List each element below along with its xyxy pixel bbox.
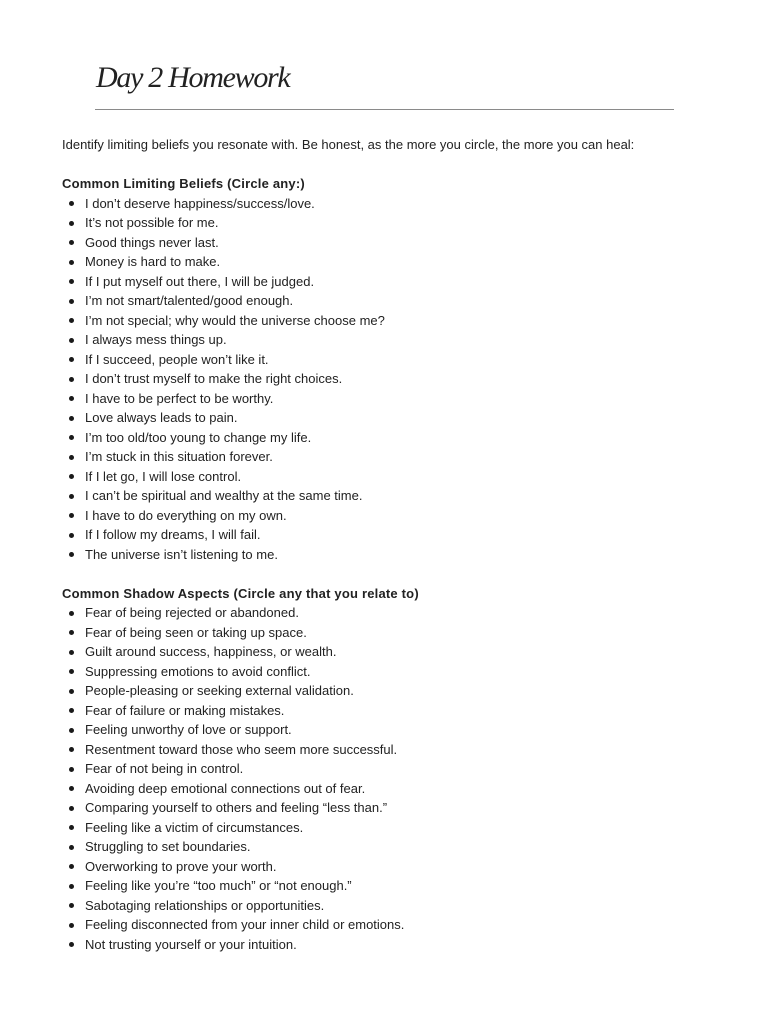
list-item — [62, 486, 742, 506]
bullet-icon — [69, 377, 74, 382]
bullet-icon — [69, 786, 74, 791]
list-item-text: Feeling like a victim of circumstances. — [85, 819, 304, 835]
list-item — [62, 701, 742, 721]
limiting-beliefs-section — [62, 174, 742, 564]
bullet-icon — [69, 669, 74, 674]
list-item-text: I can’t be spiritual and wealthy at the same time. — [85, 488, 363, 503]
list-item — [62, 837, 742, 857]
list-item-text: Overworking to prove your worth. — [85, 858, 277, 874]
bullet-icon — [69, 240, 74, 245]
bullet-icon — [69, 747, 74, 752]
bullet-icon — [69, 689, 74, 694]
list-item-text: If I succeed, people won’t like it. — [85, 351, 269, 367]
list-item-text: Fear of being seen or taking up space. — [85, 624, 307, 640]
bullet-icon — [69, 357, 74, 362]
list-item-text: It’s not possible for me. — [85, 215, 219, 230]
list-item — [62, 896, 742, 916]
bullet-icon — [69, 279, 74, 284]
list-item — [62, 428, 742, 448]
list-item-text: The universe isn’t listening to me. — [85, 546, 278, 562]
bullet-icon — [69, 201, 74, 206]
list-item — [62, 408, 742, 428]
list-item-text: Guilt around success, happiness, or wealth. — [85, 644, 337, 659]
bullet-icon — [69, 806, 74, 811]
list-item — [62, 194, 742, 214]
list-item-text: Sabotaging relationships or opportunities. — [85, 897, 325, 913]
list-item-text: Fear of being rejected or abandoned. — [85, 605, 299, 620]
bullet-icon — [69, 903, 74, 908]
bullet-icon — [69, 260, 74, 265]
list-item — [62, 681, 742, 701]
bullet-icon — [69, 435, 74, 440]
bullet-icon — [69, 416, 74, 421]
list-item — [62, 662, 742, 682]
list-item-text: Fear of not being in control. — [85, 761, 244, 776]
bullet-icon — [69, 318, 74, 323]
bullet-icon — [69, 338, 74, 343]
list-item — [62, 642, 742, 662]
list-item — [62, 272, 742, 292]
list-item — [62, 213, 742, 233]
bullet-icon — [69, 630, 74, 635]
bullet-icon — [69, 474, 74, 479]
bullet-icon — [69, 708, 74, 713]
bullet-icon — [69, 494, 74, 499]
section-heading: Common Limiting Beliefs (Circle any:) — [62, 176, 305, 191]
section-heading: Common Shadow Aspects (Circle any that you relate to) — [62, 585, 419, 601]
list-item — [62, 915, 742, 935]
bullet-icon — [69, 455, 74, 460]
bullet-icon — [69, 942, 74, 947]
list-item-text: Money is hard to make. — [85, 254, 221, 269]
list-item-text: Avoiding deep emotional connections out of fear. — [85, 780, 366, 796]
list-item — [62, 506, 742, 526]
shadow-aspects-section — [62, 584, 742, 955]
list-item-text: I always mess things up. — [85, 332, 227, 347]
page-title: Day 2 Homework — [96, 61, 290, 94]
list-item-text: If I let go, I will lose control. — [85, 468, 242, 484]
intro-text: Identify limiting beliefs you resonate with. Be honest, as the more you circle, the more you can heal: — [62, 137, 635, 152]
list-item — [62, 252, 742, 272]
list-item-text: I have to be perfect to be worthy. — [85, 390, 274, 406]
document-body — [62, 135, 742, 954]
list-item — [62, 291, 742, 311]
list-item — [62, 311, 742, 331]
list-item — [62, 369, 742, 389]
limiting-beliefs-list — [62, 194, 742, 565]
bullet-icon — [69, 728, 74, 733]
list-item — [62, 389, 742, 409]
list-item — [62, 818, 742, 838]
list-item-text: Resentment toward those who seem more successful. — [85, 741, 398, 757]
list-item-text: If I follow my dreams, I will fail. — [85, 527, 261, 542]
list-item — [62, 545, 742, 565]
bullet-icon — [69, 650, 74, 655]
list-item — [62, 720, 742, 740]
list-item — [62, 447, 742, 467]
list-item — [62, 233, 742, 253]
list-item-text: I don’t trust myself to make the right choices. — [85, 371, 343, 386]
shadow-aspects-list — [62, 603, 742, 954]
list-item — [62, 467, 742, 487]
list-item-text: I don’t deserve happiness/success/love. — [85, 195, 315, 211]
bullet-icon — [69, 533, 74, 538]
list-item — [62, 779, 742, 799]
list-item-text: People-pleasing or seeking external validation. — [85, 683, 354, 698]
bullet-icon — [69, 611, 74, 616]
list-item-text: Feeling like you’re “too much” or “not enough.” — [85, 878, 352, 893]
list-item-text: Fear of failure or making mistakes. — [85, 702, 285, 718]
list-item-text: Suppressing emotions to avoid conflict. — [85, 663, 311, 679]
list-item — [62, 623, 742, 643]
bullet-icon — [69, 825, 74, 830]
list-item — [62, 759, 742, 779]
bullet-icon — [69, 767, 74, 772]
list-item-text: Feeling unworthy of love or support. — [85, 722, 292, 737]
bullet-icon — [69, 513, 74, 518]
list-item-text: Love always leads to pain. — [85, 410, 238, 425]
bullet-icon — [69, 299, 74, 304]
list-item — [62, 330, 742, 350]
list-item — [62, 525, 742, 545]
list-item-text: Struggling to set boundaries. — [85, 839, 251, 854]
list-item-text: Comparing yourself to others and feeling “less than.” — [85, 800, 388, 815]
bullet-icon — [69, 923, 74, 928]
list-item-text: Good things never last. — [85, 234, 219, 250]
list-item — [62, 935, 742, 955]
list-item — [62, 857, 742, 877]
list-item — [62, 876, 742, 896]
list-item-text: If I put myself out there, I will be judged. — [85, 273, 315, 289]
list-item-text: I’m stuck in this situation forever. — [85, 449, 273, 464]
list-item — [62, 603, 742, 623]
bullet-icon — [69, 396, 74, 401]
list-item — [62, 740, 742, 760]
list-item-text: Not trusting yourself or your intuition. — [85, 936, 297, 952]
bullet-icon — [69, 552, 74, 557]
title-divider — [95, 109, 674, 110]
bullet-icon — [69, 884, 74, 889]
list-item-text: I’m not special; why would the universe choose me? — [85, 312, 385, 328]
list-item-text: Feeling disconnected from your inner child or emotions. — [85, 917, 405, 932]
list-item-text: I’m too old/too young to change my life. — [85, 429, 312, 445]
bullet-icon — [69, 221, 74, 226]
bullet-icon — [69, 864, 74, 869]
list-item-text: I’m not smart/talented/good enough. — [85, 293, 294, 308]
list-item-text: I have to do everything on my own. — [85, 507, 287, 523]
list-item — [62, 350, 742, 370]
list-item — [62, 798, 742, 818]
bullet-icon — [69, 845, 74, 850]
